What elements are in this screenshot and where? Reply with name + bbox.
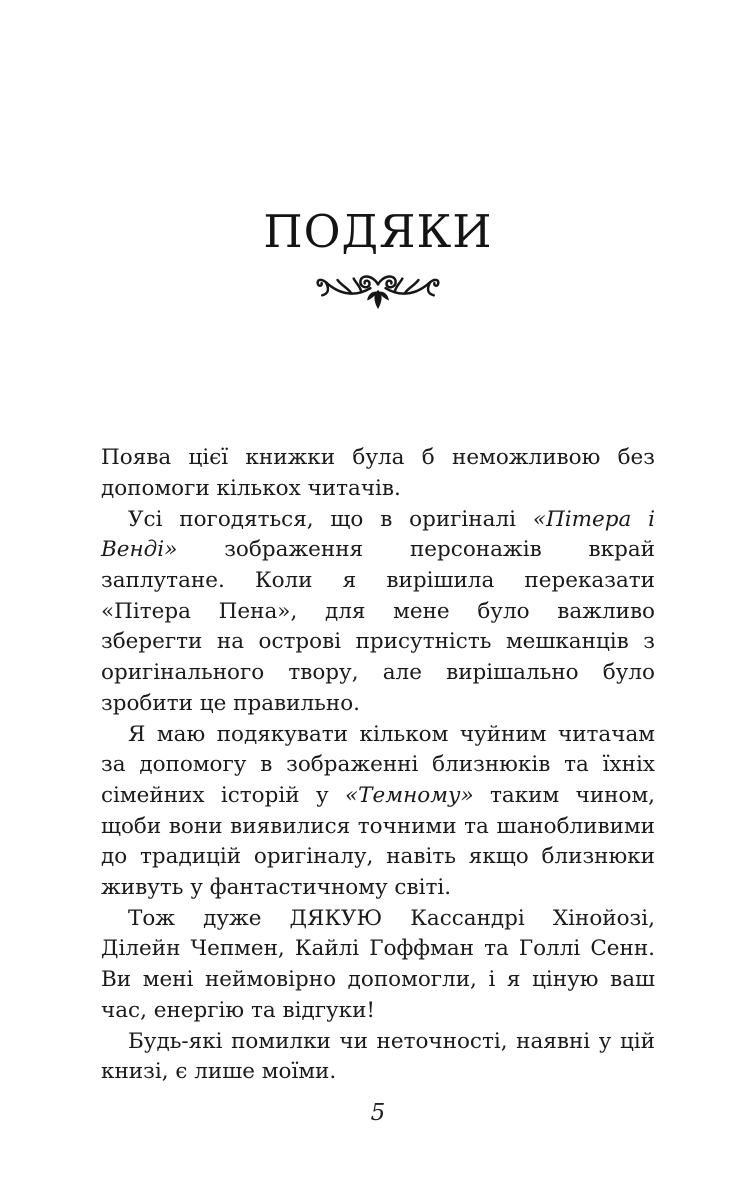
cited-book-title: «Пітера і Венді»: [101, 506, 655, 563]
text-run: таким чином, щоби вони виявилися точними та шанобливими до традицій оригіналу, навіть якщо близнюки живуть у фантастичному світі.: [101, 782, 656, 901]
text-run: Поява цієї книжки була б неможливою без допомоги кількох читачів.: [101, 445, 655, 501]
text-run: зображення персонажів вкрай заплутане. Коли я вирішила переказати «Пітера Пена», для мене було важливо зберегти на острові присутність мешканців з оригінального твору, але вирішально було зробити це правильно.: [101, 537, 655, 716]
paragraph: [101, 720, 655, 904]
text-run: Тож дуже ДЯКУЮ Кассандрі Хінойозі, Ділейн Чепмен, Кайлі Гоффман та Голлі Сенн. Ви мені неймовірно допомогли, і я ціную ваш час, енергію та відгуки!: [101, 905, 655, 1023]
paragraph: [101, 904, 655, 1027]
paragraph: [101, 505, 655, 720]
paragraph: [101, 443, 655, 504]
text-run: Будь-які помилки чи неточності, наявні у цій книзі, є лише моїми.: [101, 1028, 655, 1085]
chapter-title: ПОДЯКИ: [263, 205, 493, 258]
floral-flourish-icon: [101, 271, 655, 311]
paragraph: [101, 1027, 655, 1088]
cited-book-title: «Темному»: [345, 782, 474, 808]
page-number: 5: [370, 1100, 386, 1126]
text-run: Я маю подякувати кільком чуйним читачам за допомогу в зображенні близнюків та їхніх сімейних історій у: [101, 721, 655, 808]
text-run: Усі погодяться, що в оригіналі: [128, 506, 533, 532]
chapter-body: [101, 443, 655, 1088]
